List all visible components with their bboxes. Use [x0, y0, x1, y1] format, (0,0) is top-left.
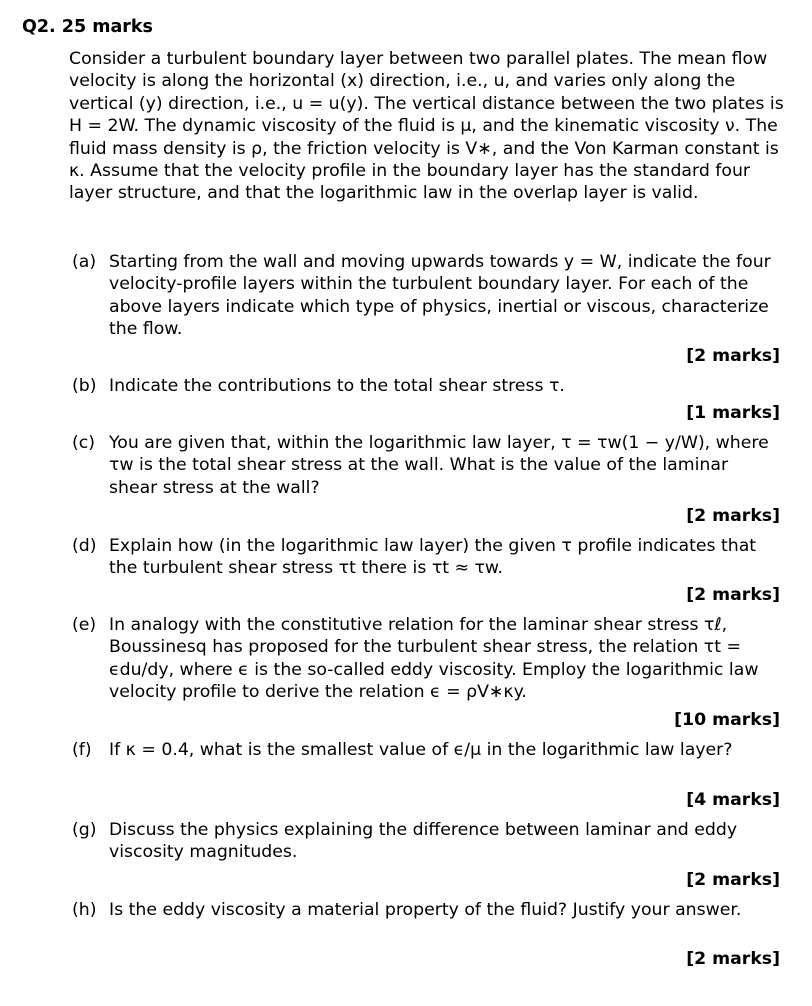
part-a — [72, 251, 780, 341]
part-label: (c) — [72, 433, 95, 453]
part-d — [72, 535, 780, 580]
part-text: Is the eddy viscosity a material property of the fluid? Justify your answer. — [109, 900, 742, 920]
part-label: (h) — [72, 900, 97, 920]
part-h — [72, 899, 780, 921]
part-c — [72, 432, 780, 499]
part-label: (a) — [72, 252, 97, 272]
part-label: (d) — [72, 536, 97, 556]
question-intro: Consider a turbulent boundary layer between two parallel plates. The mean flow velocity is along the horizontal (x) direction, i.e., u, and varies only along the vertical (y) direction, i.e., u = u(y). The vertical distance between the two plates is H = 2W. The dynamic viscosity of the fluid is μ, and the kinematic viscosity ν. The fluid mass density is ρ, the friction velocity is V∗, and the Von Karman constant is κ. Assume that the velocity profile in the boundary layer has the standard four layer structure, and that the logarithmic law in the overlap layer is valid. — [69, 49, 784, 204]
part-f — [72, 739, 780, 761]
part-h-marks: [2 marks] — [686, 949, 780, 969]
part-c-marks: [2 marks] — [686, 506, 780, 526]
part-d-marks: [2 marks] — [686, 585, 780, 605]
part-f-marks: [4 marks] — [686, 790, 780, 810]
part-label: (e) — [72, 615, 97, 635]
part-text: If κ = 0.4, what is the smallest value of ϵ/μ in the logarithmic law layer? — [109, 740, 733, 760]
part-text: Explain how (in the logarithmic law layer) the given τ profile indicates that the turbulent shear stress τt there is τt ≈ τw. — [109, 536, 757, 579]
part-text: Starting from the wall and moving upwards towards y = W, indicate the four velocity-profile layers within the turbulent boundary layer. For each of the above layers indicate which type of physics, inertial or viscous, characterize the flow. — [109, 252, 771, 340]
part-text: Discuss the physics explaining the difference between laminar and eddy viscosity magnitudes. — [109, 820, 738, 863]
part-g-marks: [2 marks] — [686, 870, 780, 890]
part-b — [72, 375, 780, 397]
part-b-marks: [1 marks] — [686, 403, 780, 423]
part-e — [72, 614, 780, 704]
part-label: (b) — [72, 376, 97, 396]
part-g — [72, 819, 780, 864]
question-header: Q2. 25 marks — [22, 17, 153, 37]
part-e-marks: [10 marks] — [674, 710, 780, 730]
part-text: Indicate the contributions to the total shear stress τ. — [109, 376, 565, 396]
part-text: You are given that, within the logarithmic law layer, τ = τw(1 − y/W), where τw is the total shear stress at the wall. What is the value of the laminar shear stress at the wall? — [109, 433, 769, 498]
part-a-marks: [2 marks] — [686, 346, 780, 366]
part-label: (g) — [72, 820, 97, 840]
part-text: In analogy with the constitutive relation for the laminar shear stress τℓ, Boussinesq has proposed for the turbulent shear stress, the relation τt = ϵdu/dy, where ϵ is the so-called eddy viscosity. Employ the logarithmic law velocity profile to derive the relation ϵ = ρV∗κy. — [109, 615, 759, 703]
part-label: (f) — [72, 740, 92, 760]
